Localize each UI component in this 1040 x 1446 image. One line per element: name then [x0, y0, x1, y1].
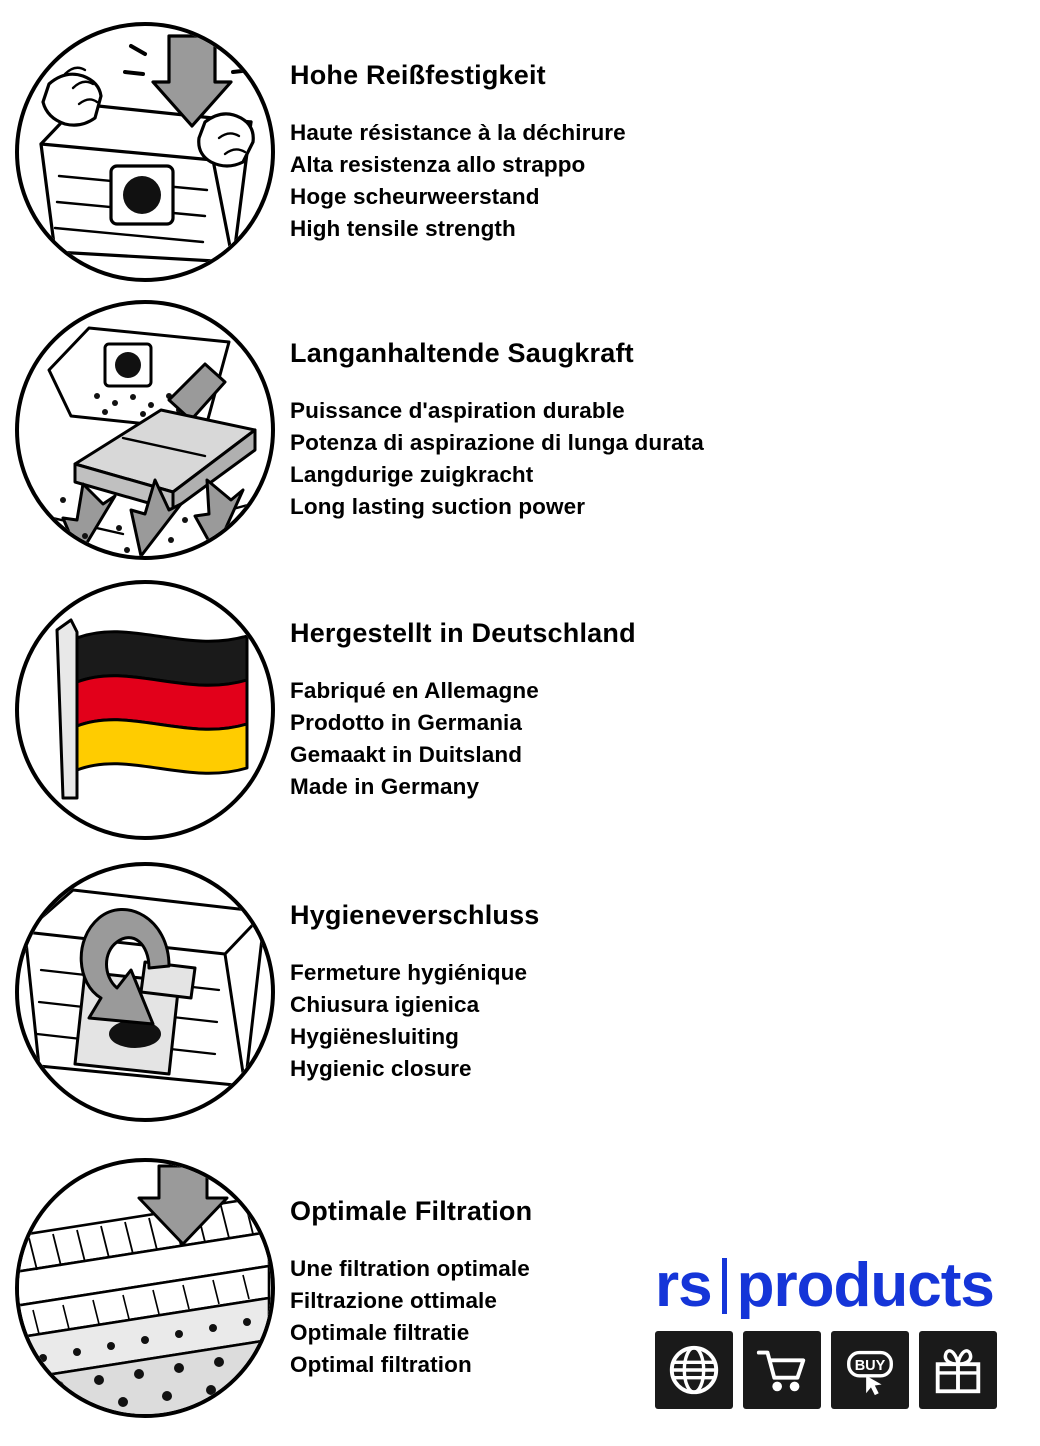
feature-line: Langdurige zuigkracht: [290, 461, 534, 487]
feature-line: Filtrazione ottimale: [290, 1287, 498, 1313]
feature-text-block: [290, 580, 636, 803]
filtration-layers-icon: [15, 1158, 275, 1418]
feature-heading: Langanhaltende Saugkraft: [290, 338, 634, 368]
feature-line: Long lasting suction power: [290, 493, 586, 519]
brand-divider: [722, 1258, 727, 1314]
german-flag-icon: [15, 580, 275, 840]
feature-line: Hygienic closure: [290, 1055, 472, 1081]
globe-icon[interactable]: [655, 1331, 733, 1409]
buy-button-icon[interactable]: [831, 1331, 909, 1409]
gift-box-icon[interactable]: [919, 1331, 997, 1409]
feature-line: Fabriqué en Allemagne: [290, 678, 539, 703]
feature-line: Haute résistance à la déchirure: [290, 120, 626, 145]
brand-name-second: products: [736, 1251, 994, 1320]
feature-heading: Hohe Reißfestigkeit: [290, 60, 546, 90]
feature-line: Chiusura igienica: [290, 991, 480, 1017]
feature-row: [0, 22, 1040, 282]
hygienic-closure-icon: [15, 862, 275, 1122]
feature-heading: Hygieneverschluss: [290, 900, 540, 930]
feature-row: [0, 300, 1040, 560]
feature-line: Hoge scheurweerstand: [290, 183, 540, 209]
brand-name-first: rs: [655, 1251, 712, 1320]
feature-row: [0, 862, 1040, 1122]
feature-text-block: [290, 300, 704, 523]
feature-line: Hygiënesluiting: [290, 1023, 460, 1049]
feature-icon-container: [0, 580, 290, 840]
brand-icon-row: [655, 1331, 1035, 1409]
svg-text:BUY: BUY: [854, 1358, 886, 1374]
vacuum-nozzle-suction-icon: [15, 300, 275, 560]
feature-line: Made in Germany: [290, 773, 480, 799]
shopping-cart-icon[interactable]: [743, 1331, 821, 1409]
feature-row: [0, 580, 1040, 840]
feature-text-block: [290, 1158, 532, 1381]
feature-line: Prodotto in Germania: [290, 709, 523, 735]
feature-line: Potenza di aspirazione di lunga durata: [290, 429, 704, 455]
feature-icon-container: [0, 1158, 290, 1418]
feature-text-block: [290, 862, 540, 1085]
feature-icon-container: [0, 22, 290, 282]
vacuum-bag-tear-icon: [15, 22, 275, 282]
feature-heading: Optimale Filtration: [290, 1196, 533, 1226]
feature-line: Gemaakt in Duitsland: [290, 741, 523, 767]
feature-icon-container: [0, 300, 290, 560]
brand-logo: [655, 1251, 1035, 1320]
brand-block: [655, 1251, 1035, 1409]
feature-heading: Hergestellt in Deutschland: [290, 618, 636, 648]
feature-line: Optimale filtratie: [290, 1319, 470, 1345]
feature-line: Puissance d'aspiration durable: [290, 398, 625, 423]
feature-line: High tensile strength: [290, 215, 516, 241]
feature-line: Optimal filtration: [290, 1351, 472, 1377]
feature-icon-container: [0, 862, 290, 1122]
feature-line: Fermeture hygiénique: [290, 960, 528, 985]
feature-line: Une filtration optimale: [290, 1256, 530, 1281]
feature-text-block: [290, 22, 626, 245]
feature-line: Alta resistenza allo strappo: [290, 151, 586, 177]
